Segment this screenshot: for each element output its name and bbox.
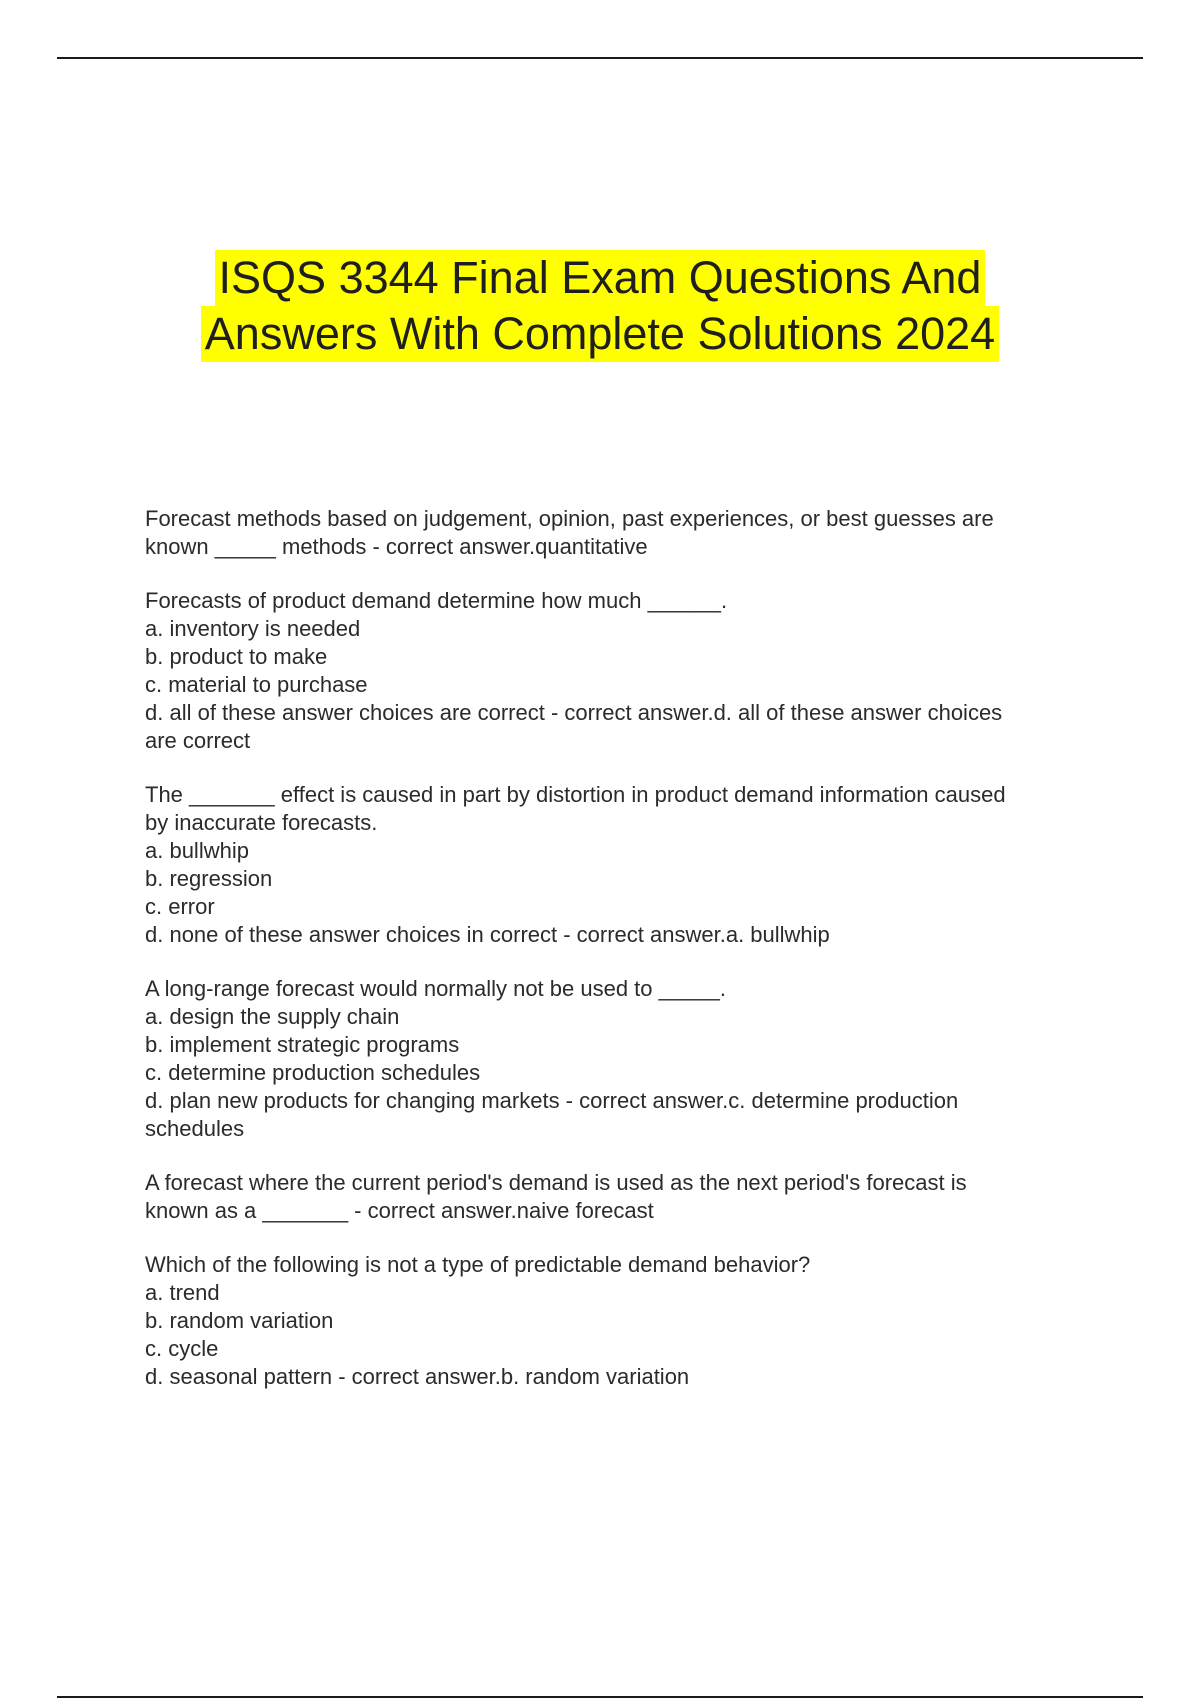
option-line: a. design the supply chain bbox=[145, 1004, 400, 1029]
option-line: b. regression bbox=[145, 866, 273, 891]
question-item bbox=[145, 781, 1075, 949]
question-line: A forecast where the current period's demand is used as the next period's forecast is bbox=[145, 1170, 967, 1195]
question-line: by inaccurate forecasts. bbox=[145, 810, 378, 835]
option-line: a. bullwhip bbox=[145, 838, 249, 863]
question-item bbox=[145, 1251, 1075, 1391]
option-line: b. random variation bbox=[145, 1308, 334, 1333]
question-item bbox=[145, 505, 1075, 561]
title-line-2: Answers With Complete Solutions 2024 bbox=[201, 306, 999, 362]
option-line: c. determine production schedules bbox=[145, 1060, 481, 1085]
option-line: c. error bbox=[145, 894, 215, 919]
option-line: a. trend bbox=[145, 1280, 220, 1305]
question-line: Which of the following is not a type of predictable demand behavior? bbox=[145, 1252, 811, 1277]
option-line: c. material to purchase bbox=[145, 672, 368, 697]
question-line: A long-range forecast would normally not be used to _____. bbox=[145, 976, 726, 1001]
answer-line: schedules bbox=[145, 1116, 245, 1141]
answer-line: known as a _______ - correct answer.naive forecast bbox=[145, 1198, 654, 1223]
title-line-1: ISQS 3344 Final Exam Questions And bbox=[215, 250, 986, 306]
answer-line: d. none of these answer choices in correct - correct answer.a. bullwhip bbox=[145, 922, 830, 947]
option-line: d. all of these answer choices are correct - correct answer.d. all of these answer choices bbox=[145, 700, 1003, 725]
option-line: c. cycle bbox=[145, 1336, 219, 1361]
top-rule bbox=[57, 57, 1143, 59]
document-title bbox=[0, 250, 1200, 362]
question-item bbox=[145, 1169, 1075, 1225]
question-list bbox=[145, 505, 1075, 1417]
option-line: a. inventory is needed bbox=[145, 616, 361, 641]
question-line: Forecast methods based on judgement, opinion, past experiences, or best guesses are bbox=[145, 506, 994, 531]
question-line: The _______ effect is caused in part by distortion in product demand information caused bbox=[145, 782, 1006, 807]
option-line: b. implement strategic programs bbox=[145, 1032, 460, 1057]
answer-line: are correct bbox=[145, 728, 251, 753]
question-item bbox=[145, 587, 1075, 755]
answer-line: known _____ methods - correct answer.quantitative bbox=[145, 534, 648, 559]
option-line: b. product to make bbox=[145, 644, 328, 669]
bottom-rule bbox=[57, 1696, 1143, 1698]
answer-line: d. seasonal pattern - correct answer.b. random variation bbox=[145, 1364, 690, 1389]
option-line: d. plan new products for changing markets - correct answer.c. determine production bbox=[145, 1088, 959, 1113]
question-line: Forecasts of product demand determine how much ______. bbox=[145, 588, 728, 613]
question-item bbox=[145, 975, 1075, 1143]
